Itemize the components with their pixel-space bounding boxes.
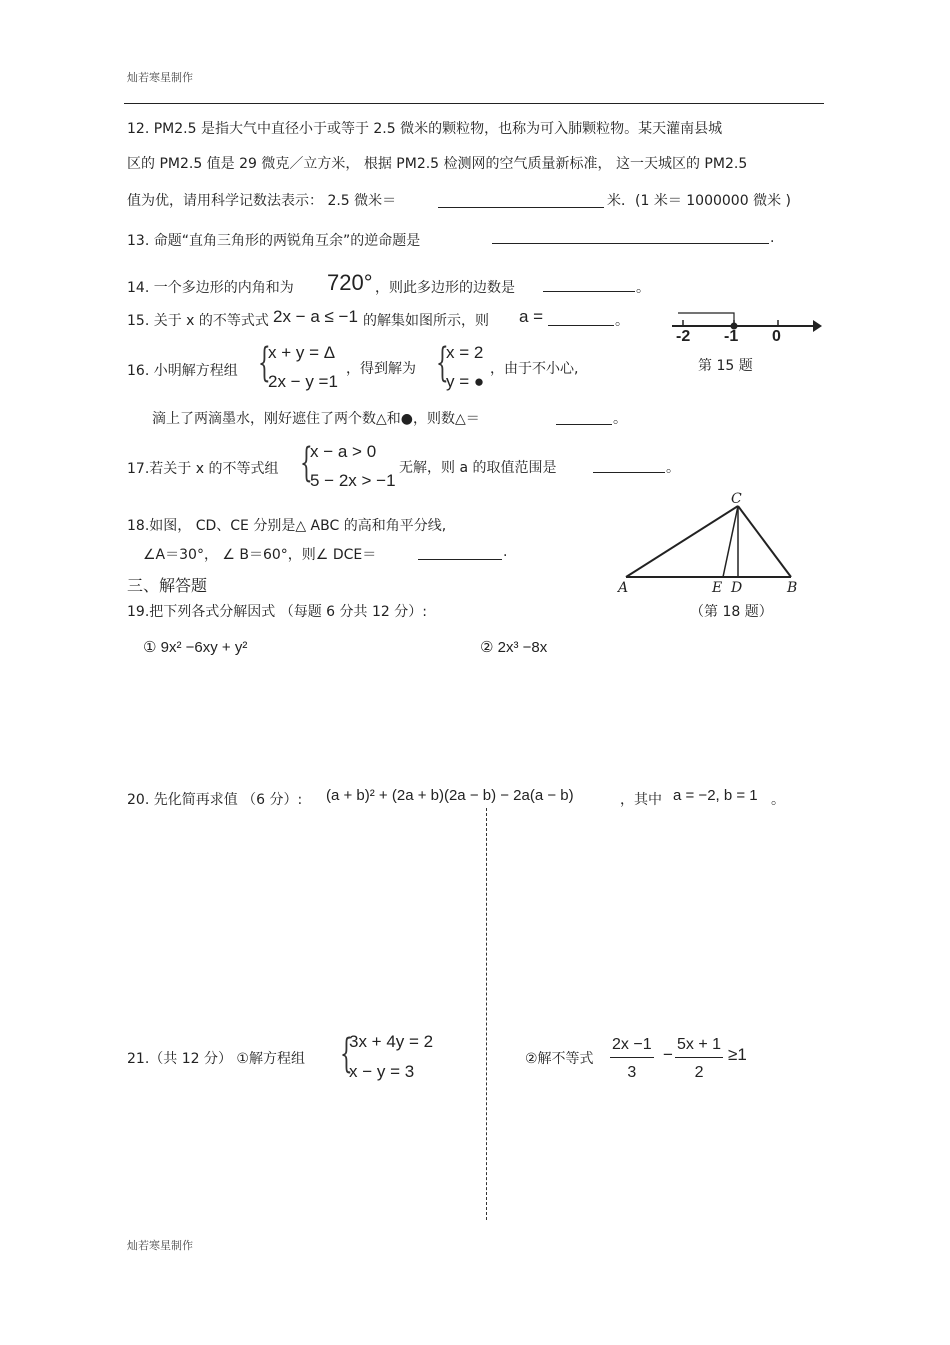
q15-inequality: 2x − a ≤ −1 bbox=[273, 307, 358, 326]
q20-expression: (a + b)² + (2a + b)(2a − b) − 2a(a − b) bbox=[326, 787, 574, 804]
numberline-label-minus1: -1 bbox=[724, 328, 739, 345]
q21-minus: − bbox=[663, 1045, 673, 1064]
q16-system2-eq1: x = 2 bbox=[446, 343, 484, 362]
vertex-label-A: A bbox=[618, 580, 629, 596]
q16-system1-eq1: x + y = Δ bbox=[268, 343, 336, 362]
q17-system-eq1: x − a > 0 bbox=[310, 442, 377, 461]
point-label-D: D bbox=[731, 580, 743, 596]
q21-fraction-2 bbox=[675, 1036, 723, 1082]
q13-text: 13. 命题“直角三角形的两锐角互余”的逆命题是 bbox=[127, 233, 421, 249]
q12-answer-blank[interactable] bbox=[438, 207, 604, 208]
q20-text2: ，其中 bbox=[620, 792, 662, 808]
q16-brace-1: { bbox=[258, 340, 271, 386]
q18-end: . bbox=[503, 544, 508, 560]
q21-fraction-1-numerator: 2x −1 bbox=[610, 1036, 654, 1058]
q16-text3: ，由于不小心, bbox=[490, 361, 579, 377]
number-line-arrow bbox=[813, 320, 822, 332]
q16-text: 16. 小明解方程组 bbox=[127, 363, 238, 379]
q12-line3: 值为优，请用科学记数法表示： 2.5 微米＝ bbox=[127, 193, 397, 209]
q19-part2: ② 2x³ −8x bbox=[480, 639, 548, 656]
vertex-label-C: C bbox=[731, 491, 742, 507]
q21-fraction-1 bbox=[610, 1036, 654, 1082]
q14-angle-value: 720° bbox=[327, 270, 373, 295]
q15-variable: a = bbox=[519, 307, 544, 326]
answer-divider-line bbox=[486, 808, 487, 1220]
q14-text: 14. 一个多边形的内角和为 bbox=[127, 280, 294, 296]
q14-answer-blank[interactable] bbox=[543, 291, 635, 292]
q17-system-eq2: 5 − 2x > −1 bbox=[310, 471, 396, 490]
q16-answer-blank[interactable] bbox=[556, 424, 612, 425]
header-rule bbox=[124, 103, 824, 104]
vertex-label-B: B bbox=[787, 580, 798, 596]
q13-end: . bbox=[770, 230, 775, 246]
q14-end: 。 bbox=[636, 280, 650, 296]
q20-condition: a = −2, b = 1 bbox=[673, 787, 758, 804]
q16-line2: 滴上了两滴墨水，刚好遮住了两个数△和●，则数△＝ bbox=[152, 411, 480, 427]
q13-answer-blank[interactable] bbox=[492, 243, 769, 244]
numberline-caption: 第 15 题 bbox=[698, 358, 753, 374]
q19-text: 19.把下列各式分解因式 （每题 6 分共 12 分）: bbox=[127, 604, 427, 620]
q18-figure-caption: （第 18 题） bbox=[690, 604, 773, 620]
numberline-label-0: 0 bbox=[772, 328, 781, 345]
q18-line1: 18.如图， CD、CE 分别是△ ABC 的高和角平分线, bbox=[127, 518, 447, 534]
q17-answer-blank[interactable] bbox=[593, 472, 665, 473]
q15-text2: 的解集如图所示，则 bbox=[363, 313, 489, 329]
point-label-E: E bbox=[712, 580, 723, 596]
q18-line2: ∠A＝30°， ∠ B＝60°，则∠ DCE＝ bbox=[143, 547, 377, 563]
side-CB bbox=[738, 506, 791, 577]
q16-text2: ，得到解为 bbox=[346, 361, 416, 377]
q17-text2: 无解，则 a 的取值范围是 bbox=[399, 460, 557, 476]
q21-text: 21.（共 12 分） ①解方程组 bbox=[127, 1051, 305, 1067]
solution-ray bbox=[678, 313, 734, 326]
number-line-figure bbox=[668, 308, 823, 350]
q17-text: 17.若关于 x 的不等式组 bbox=[127, 461, 279, 477]
section-title: 三、解答题 bbox=[127, 576, 208, 595]
footer-watermark: 灿若寒星制作 bbox=[127, 1239, 193, 1252]
q21-relation: ≥1 bbox=[728, 1045, 747, 1064]
q15-end: 。 bbox=[615, 313, 629, 329]
q21-system-eq2: x − y = 3 bbox=[349, 1062, 415, 1081]
q12-line3-tail: 米．(1 米＝ 1000000 微米 ) bbox=[607, 193, 791, 209]
bisector-CE bbox=[723, 506, 738, 577]
q21-fraction-2-numerator: 5x + 1 bbox=[675, 1036, 723, 1058]
q16-system1-eq2: 2x − y =1 bbox=[268, 372, 338, 391]
q21-brace: { bbox=[340, 1031, 353, 1077]
q14-text2: ，则此多边形的边数是 bbox=[375, 280, 515, 296]
q15-text: 15. 关于 x 的不等式式 bbox=[127, 313, 269, 329]
q18-answer-blank[interactable] bbox=[418, 559, 502, 560]
side-AC bbox=[626, 506, 738, 577]
q20-end: 。 bbox=[771, 792, 785, 808]
q15-answer-blank[interactable] bbox=[548, 325, 614, 326]
header-watermark: 灿若寒星制作 bbox=[127, 71, 193, 84]
q21-fraction-1-denominator: 3 bbox=[627, 1064, 637, 1081]
q20-text: 20. 先化简再求值 （6 分）: bbox=[127, 792, 303, 808]
q21-system-eq1: 3x + 4y = 2 bbox=[349, 1032, 434, 1051]
q19-part1: ① 9x² −6xy + y² bbox=[143, 639, 248, 656]
numberline-label-minus2: -2 bbox=[676, 328, 691, 345]
q17-end: 。 bbox=[666, 460, 680, 476]
q16-system2-eq2: y = ● bbox=[446, 372, 485, 391]
q12-line2: 区的 PM2.5 值是 29 微克／立方米， 根据 PM2.5 检测网的空气质量新标准， 这一天城区的 PM2.5 bbox=[127, 156, 748, 172]
q16-end: 。 bbox=[613, 411, 627, 427]
q21-fraction-2-denominator: 2 bbox=[694, 1064, 704, 1081]
q12-line1: 12. PM2.5 是指大气中直径小于或等于 2.5 微米的颗粒物，也称为可入肺颗粒物。某天灌南县城 bbox=[127, 121, 723, 137]
q17-brace: { bbox=[300, 440, 313, 486]
q16-brace-2: { bbox=[436, 340, 449, 386]
q21-text2: ②解不等式 bbox=[525, 1051, 594, 1067]
